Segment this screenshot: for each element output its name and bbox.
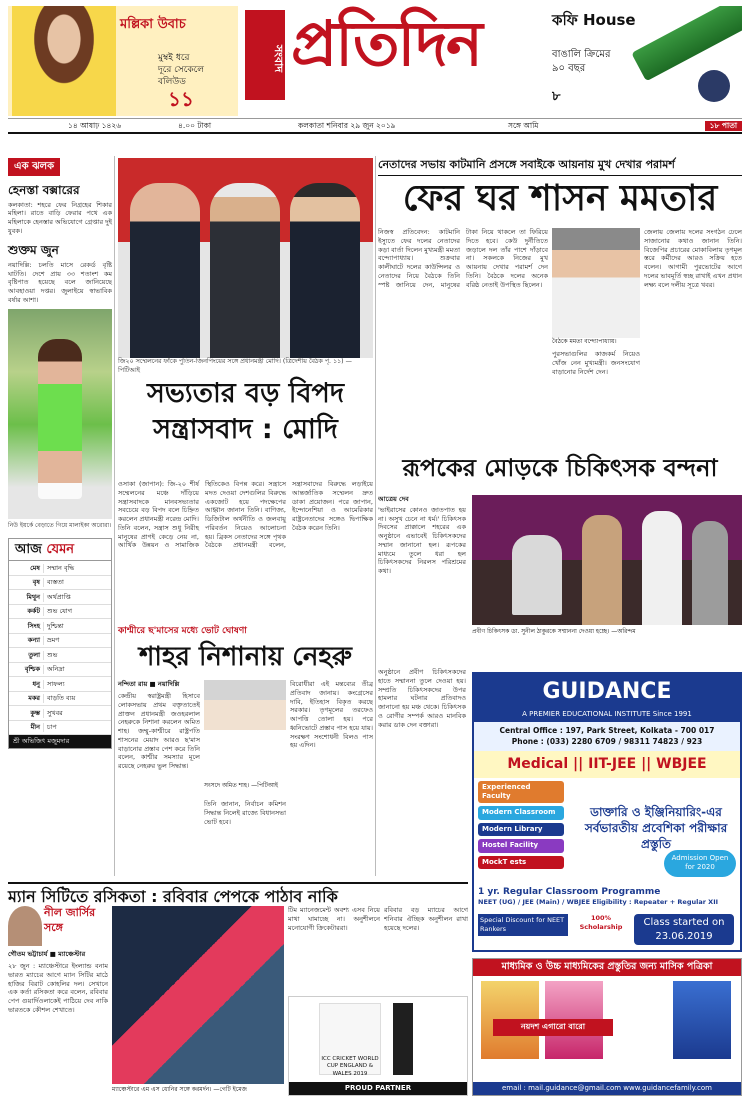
zodiac-forecast: দুশ্চিন্তা xyxy=(43,622,111,631)
world-cup-logo: ICC CRICKET WORLD CUP ENGLAND & WALES 2019 xyxy=(319,1003,381,1075)
photo-caption: নিউ ইয়র্কে বেড়াতে গিয়ে মালাইকা অরোরা। xyxy=(8,521,112,529)
byline: নন্দিতা রায় ■ নয়াদিল্লি xyxy=(118,680,180,688)
horoscope-row xyxy=(9,619,111,634)
celebrity-photo[interactable] xyxy=(8,309,112,519)
leader-figure xyxy=(290,183,360,358)
tube-cap-image xyxy=(698,70,730,102)
article-text: 'ভাইরাসের কোনও জাতপাত হয় না। অসুখ চেনে না ধর্ম।' চিকিৎসক দিবসের প্রাক্কালে শহরের এক অনুষ্ঠানে এভাবেই চিকিৎসকদের সম্মান জানানো হল। রূপকের মাধ্যমে তুলে ধরা হল চিকিৎসকদের নিরলস পরিশ্রমের কথা। xyxy=(378,505,466,576)
standing-figure xyxy=(582,515,622,625)
promo-left-photo xyxy=(12,6,116,116)
celebrity-figure xyxy=(38,339,82,499)
story-headline[interactable]: ম্যান সিটিতে রসিকতা : রবিবার পেপকে পাঠাব নাকি xyxy=(8,882,468,908)
article-body: বিরোধীরা এই মন্তব্যের তীব্র প্রতিবাদ জানায়। কংগ্রেসের দাবি, ইতিহাস বিকৃত করছে সরকার। তৃণমূলের তরফেও আপত্তি তোলা হয়। পরে ধ্বনিভোটে প্রস্তাব পাস হয়ে যায়। সংরক্ষণ সংশোধনী বিলও পাস হয় এদিন। xyxy=(290,680,373,750)
article-body: রবিবার বড় ম্যাচের আগে শনিবার ঐচ্ছিক অনুশীলন রাখা হয়েছে দলের। xyxy=(384,906,468,932)
article-body: টিম ম্যানেজমেন্ট অবশ্য এসব নিয়ে মাথা ঘামাচ্ছে না। অনুশীলনে মনোযোগী ক্রিকেটাররা। xyxy=(288,906,380,932)
zodiac-sign: ধনু xyxy=(32,679,40,688)
article-body: নিজস্ব প্রতিবেদন: কাটমানি ইস্যুতে ফের দলের নেতাদের কড়া বার্তা দিলেন মুখ্যমন্ত্রী মমতা বন্দ্যোপাধ্যায়। শুক্রবার কালীঘাটে দলের কাউন্সিলর ও নেতাদের নিয়ে বৈঠকে তিনি স্পষ্ট জানিয়ে দেন, মানুষের টাকা নিয়ে থাকলে তা ফিরিয়ে দিতে হবে। কেউ দুর্নীতিতে জড়ালে দল তাঁর পাশে দাঁড়াবে না। সকলকে নিজের মুখ আয়নায় দেখার পরামর্শ দেন তিনি। বৈঠকে দলের অনেক বরিষ্ঠ নেতাই উপস্থিত ছিলেন। xyxy=(378,228,548,289)
zodiac-sign: বৃষ xyxy=(32,578,40,587)
promo-left-page: ১১ xyxy=(168,87,194,111)
horoscope-title-a: আজ xyxy=(15,541,42,557)
zodiac-forecast: ব্যস্ততা xyxy=(43,578,111,587)
ad-programme xyxy=(478,886,736,907)
world-cup-advertisement[interactable] xyxy=(288,996,468,1096)
leader-figure xyxy=(130,183,200,358)
byline: গৌতম ভট্টাচার্য ■ ম্যাঞ্চেস্টার xyxy=(8,950,86,958)
feature-pill: MockT ests xyxy=(478,856,564,869)
proud-partner-label: PROUD PARTNER xyxy=(289,1082,467,1095)
horoscope-row xyxy=(9,590,111,605)
columnist-avatar xyxy=(8,906,42,946)
horoscope-row xyxy=(9,721,111,736)
zodiac-forecast: চাপ xyxy=(43,723,111,732)
zodiac-forecast: ভ্রমণ xyxy=(43,636,111,645)
ad-address-line: Central Office : 197, Park Street, Kolkata - 700 017 xyxy=(499,726,715,736)
horoscope-row xyxy=(9,648,111,663)
bengali-date: ১৪ আষাঢ় ১৪২৬ xyxy=(68,121,122,130)
column-rule xyxy=(114,156,115,876)
feature-pill: Experienced Faculty xyxy=(478,781,564,804)
summit-photo[interactable] xyxy=(118,158,373,358)
feature-pill: Hostel Facility xyxy=(478,839,564,852)
toothpaste-tube-image xyxy=(631,6,742,81)
zodiac-forecast: সম্মান বৃদ্ধি xyxy=(43,564,111,573)
horoscope-row xyxy=(9,561,111,576)
photo-caption: সংসদে অমিত শাহ। —পিটিআই xyxy=(204,782,279,789)
astrologer-name: শ্রী অভিজিৎ মজুমদার xyxy=(9,735,111,748)
article-body xyxy=(378,495,466,665)
zodiac-forecast: শুভ যোগ xyxy=(43,607,111,616)
column-rule xyxy=(375,156,376,876)
leader-figure xyxy=(210,183,280,358)
promo-left-line: বলিউড xyxy=(158,77,186,87)
ad-address xyxy=(474,722,740,750)
price: ৪.০০ টাকা xyxy=(178,121,212,130)
zodiac-forecast: বাড়তি ব্যয় xyxy=(43,694,111,703)
promo-right-line: ৯০ বছর xyxy=(552,63,586,74)
scholarship-badge: 100% Scholarship xyxy=(579,914,623,931)
horoscope-box xyxy=(8,538,112,749)
article-body: জেলায় জেলায় দলের সংগঠন ঢেলে সাজানোর কথাও জানান তিনি। বিজেপির প্রচারের মোকাবিলায় তৃণমূল স্তরে কর্মীদের আরও সক্রিয় হতে বলেন। আগামী পুরভোটের আগে দলের ভাবমূর্তি স্বচ্ছ রাখাই এখন প্রধান লক্ষ্য বলে দলীয় সূত্রে খবর। xyxy=(644,228,742,289)
guidance-advertisement[interactable] xyxy=(472,672,742,952)
promo-left-line: মুম্বই ধরে xyxy=(158,53,190,63)
zodiac-sign: বৃশ্চিক xyxy=(24,665,40,674)
horoscope-row xyxy=(9,634,111,649)
zodiac-sign: মকর xyxy=(28,694,40,703)
headline-line: সন্ত্রাসবাদ : মোদি xyxy=(153,414,338,446)
zodiac-forecast: অনিদ্রা xyxy=(43,665,111,674)
promo-right-brand: কফি House xyxy=(552,11,636,29)
article-body: ২৮ জুন : ম্যাঞ্চেস্টারে ইংল্যান্ড বনাম ভারত ম্যাচের আগে ম্যান সিটির মাঠে হাজির বিরাট কোহলির দল। সেখানে এক কর্তা রসিকতা করে বলেন, রবিবার পেপ গুয়ার্দিওলাকেই পাঠিয়ে দেব নাকি ভারতকে কৌশল শেখাতে। xyxy=(8,962,108,1014)
horoscope-row xyxy=(9,663,111,678)
zodiac-forecast: সাফল্য xyxy=(43,680,111,689)
special-discount: Special Discount for NEET Rankers xyxy=(478,914,568,936)
zodiac-forecast: অর্থপ্রাপ্তি xyxy=(43,593,111,602)
zodiac-forecast: শুভ xyxy=(43,651,111,660)
brief-body: নয়াদিল্লি: চলতি মাসে রেকর্ড বৃষ্টি ঘাটতি। দেশে প্রায় ৩৩ শতাংশ কম বৃষ্টিপাত হয়েছে বলে জানিয়েছে আবহাওয়া দপ্তর। জুলাইয়ে স্বাভাবিক বর্ষার আশা। xyxy=(8,260,112,304)
standing-figure xyxy=(642,511,682,625)
story-headline[interactable]: ফের ঘর শাসন মমতার xyxy=(402,178,718,219)
mamata-photo[interactable] xyxy=(552,228,640,338)
masthead xyxy=(0,0,750,140)
feature-pill: Modern Library xyxy=(478,823,564,836)
promo-left-line: দূরে সেকেলে xyxy=(158,65,204,75)
brief-body: কলকাতা: শহরে ফের নিগ্রহের শিকার মহিলা। রাতে বাড়ি ফেরার পথে এক মহিলাকে হেনস্তার অভিযোগে গ্রেপ্তার দুই যুবক। xyxy=(8,200,112,235)
article-body: পুরসভাগুলির কাজকর্ম নিয়েও খোঁজ নেন মুখ্যমন্ত্রী। জনসংযোগ বাড়ানোর নির্দেশ দেন। xyxy=(552,350,640,376)
zodiac-sign: তুলা xyxy=(28,650,40,659)
briefs-header: এক ঝলক xyxy=(8,158,60,176)
horoscope-row xyxy=(9,692,111,707)
magazine-advertisement[interactable] xyxy=(472,958,742,1096)
zodiac-sign: মিথুন xyxy=(26,592,40,601)
page-count-badge: ১৮ পাতা xyxy=(705,121,742,131)
logo-side-tag: সংবাদ xyxy=(245,10,285,100)
ad-tagline: A PREMIER EDUCATIONAL INSTITUTE Since 1991 xyxy=(474,710,740,722)
city-date: কলকাতা শনিবার ২৯ জুন ২০১৯ xyxy=(298,121,396,130)
article-body: ওসাকা (জাপান): জি-২০ শীর্ষ সম্মেলনের মঞ্চে দাঁড়িয়ে সন্ত্রাসবাদকে মানবসভ্যতার সবচেয়ে বড় বিপদ বলে চিহ্নিত করলেন প্রধানমন্ত্রী নরেন্দ্র মোদি। তিনি বলেন, সন্ত্রাস শুধু নিরীহ মানুষের প্রাণই কেড়ে নেয় না, আর্থিক উন্নয়ন ও সামাজিক স্থিতিকেও বিপন্ন করে। সন্ত্রাসে মদত দেওয়া দেশগুলির বিরুদ্ধে একজোট হয়ে পদক্ষেপের আহ্বান জানান তিনি। বাণিজ্য, ডিজিটাল অর্থনীতি ও জলবায়ু পরিবর্তন নিয়েও আলোচনা হয়। ব্রিকস নেতাদের সঙ্গে পৃথক বৈঠকে প্রধানমন্ত্রী বলেন, সন্ত্রাসবাদের বিরুদ্ধে লড়াইয়ে আন্তর্জাতিক সম্মেলন দ্রুত ডাকা প্রয়োজন। পরে জাপান, ইন্দোনেশিয়া ও আমেরিকার রাষ্ট্রনেতাদের সঙ্গেও দ্বিপাক্ষিক বৈঠক করেন তিনি। xyxy=(118,480,373,550)
horoscope-title-b: যেমন xyxy=(46,541,75,557)
zodiac-sign: মেষ xyxy=(30,563,40,572)
column-logo xyxy=(8,906,108,956)
newspaper-logo[interactable] xyxy=(245,4,545,108)
brief-title[interactable]: শুক্তম জুন xyxy=(8,242,59,257)
zodiac-sign: মীন xyxy=(30,723,40,732)
left-column xyxy=(8,158,112,878)
photo-caption: বৈঠকে মমতা বন্দ্যোপাধ্যায়। xyxy=(552,338,617,345)
zodiac-forecast: সুখবর xyxy=(43,709,111,718)
standing-figure xyxy=(692,521,728,625)
zodiac-sign: কুম্ভ xyxy=(30,708,40,717)
zodiac-sign: কন্যা xyxy=(27,636,40,645)
story-headline[interactable]: শাহর নিশানায় নেহরু xyxy=(139,642,352,672)
story-kicker: নেতাদের সভায় কাটমানি প্রসঙ্গে সবাইকে আয়নায় মুখ দেখার পরামর্শ xyxy=(378,158,742,176)
ad-brand: GUIDANCE xyxy=(474,674,740,710)
article-body: অনুষ্ঠানে প্রবীণ চিকিৎসকদের হাতে সম্মাননা তুলে দেওয়া হয়। সম্প্রতি চিকিৎসকদের উপর হামলার ঘটনার প্রতিবাদও জানানো হয় মঞ্চ থেকে। চিকিৎসক ও রোগীর সম্পর্ক আরও মানবিক করার ডাক দেন বক্তারা। xyxy=(378,668,466,729)
horoscope-list xyxy=(9,561,111,735)
photo-caption: ম্যাঞ্চেস্টারে এম এস ধোনির সঙ্গে করমর্দন। —গেটি ইমেজ xyxy=(112,1086,247,1093)
horoscope-row xyxy=(9,576,111,591)
promo-right-page: ৮ xyxy=(552,89,561,104)
class-start-date: Class started on 23.06.2019 xyxy=(634,914,734,945)
byline: আত্রেয় দেব xyxy=(378,495,409,503)
zodiac-sign: সিংহ xyxy=(27,621,40,630)
award-photo[interactable] xyxy=(472,495,742,625)
admission-badge: Admission Open for 2020 xyxy=(664,850,736,877)
article-body: তিনি জানান, নির্বাচন কমিশন সিদ্ধান্ত নিলেই রাজ্যে বিধানসভা ভোট হবে। xyxy=(204,800,286,826)
horoscope-row xyxy=(9,677,111,692)
promo-right[interactable] xyxy=(550,6,742,116)
wheelchair-figure xyxy=(512,535,562,615)
magazine-cover xyxy=(673,981,731,1059)
article-body: কেন্দ্রীয় স্বরাষ্ট্রমন্ত্রী হিসাবে লোকসভায় প্রথম বক্তৃতাতেই প্রাক্তন প্রধানমন্ত্রী জওহরলাল নেহরুকে নিশানা করলেন অমিত শাহ। জম্মু-কাশ্মীরে রাষ্ট্রপতি শাসনের মেয়াদ আরও ছ'মাস বাড়ানোর প্রস্তাব পেশ করে তিনি বলেন, কাশ্মীর সমস্যার মূলে রয়েছে নেহরুর ভুল সিদ্ধান্ত। xyxy=(118,692,200,771)
edition-note: সঙ্গে আমি xyxy=(508,121,539,130)
magazine-ad-footer: email : mail.guidance@gmail.com www.guidancefamily.com xyxy=(473,1082,741,1095)
brief-title[interactable]: হেনস্তা বক্সারের xyxy=(8,182,80,197)
horoscope-title xyxy=(9,539,111,562)
horoscope-row xyxy=(9,706,111,721)
logo-text: প্রতিদিন xyxy=(291,7,481,80)
photo-caption: প্রবীণ চিকিৎসক ডা. সুনীল ঠাকুরকে সম্মাননা দেওয়া হচ্ছে। —অরিন্দম xyxy=(472,628,636,635)
shah-photo[interactable] xyxy=(204,680,286,780)
handshake-photo[interactable] xyxy=(112,906,284,1084)
story-headline[interactable]: রূপকের মোড়কে চিকিৎসক বন্দনা xyxy=(402,454,718,482)
magazine-title: নয়দশ এগারো বারো xyxy=(493,1019,613,1036)
ad-phone: Phone : (033) 2280 6709 / 98311 74823 / 923 xyxy=(511,736,703,746)
ad-courses: Medical || IIT-JEE || WBJEE xyxy=(474,751,740,778)
dateline xyxy=(8,118,742,134)
zodiac-sign: কর্কট xyxy=(27,607,40,616)
programme-title: 1 yr. Regular Classroom Programme xyxy=(478,887,661,897)
sponsor-bottle-image xyxy=(393,1003,413,1075)
magazine-ad-header: মাধ্যমিক ও উচ্চ মাধ্যমিকের প্রস্তুতির জন্য মাসিক পত্রিকা xyxy=(473,959,741,976)
promo-left-title: মল্লিকা উবাচ xyxy=(120,17,186,32)
horoscope-row xyxy=(9,605,111,620)
headline-line: সভ্যতার বড় বিপদ xyxy=(146,378,345,409)
promo-right-line: বাঙালি ক্রিমের xyxy=(552,49,611,60)
photo-caption: জি২০ সম্মেলনের ফাঁকে পুতিন-জিনপিংয়ের সঙ্গে প্রধানমন্ত্রী মোদি। (ত্রিদেশীয় বৈঠক পৃ. ১১) —পিটিআই xyxy=(118,358,352,374)
story-kicker: কাশ্মীরে ছ'মাসের মধ্যে ভোট ঘোষণা xyxy=(118,626,247,636)
programme-exams: NEET (UG) / JEE (Main) / WBJEE Eligibility : Repeater + Regular XII xyxy=(478,898,719,907)
ad-bengali-tagline: ডাক্তারি ও ইঞ্জিনিয়ারিং-এর সর্বভারতীয় প্রবেশিকা পরীক্ষার প্রস্তুতি xyxy=(584,805,728,852)
promo-left[interactable] xyxy=(8,6,238,116)
column-name: নীল জার্সির সঙ্গে xyxy=(44,906,96,934)
feature-pill: Modern Classroom xyxy=(478,806,564,819)
lead-headline[interactable] xyxy=(118,376,373,476)
